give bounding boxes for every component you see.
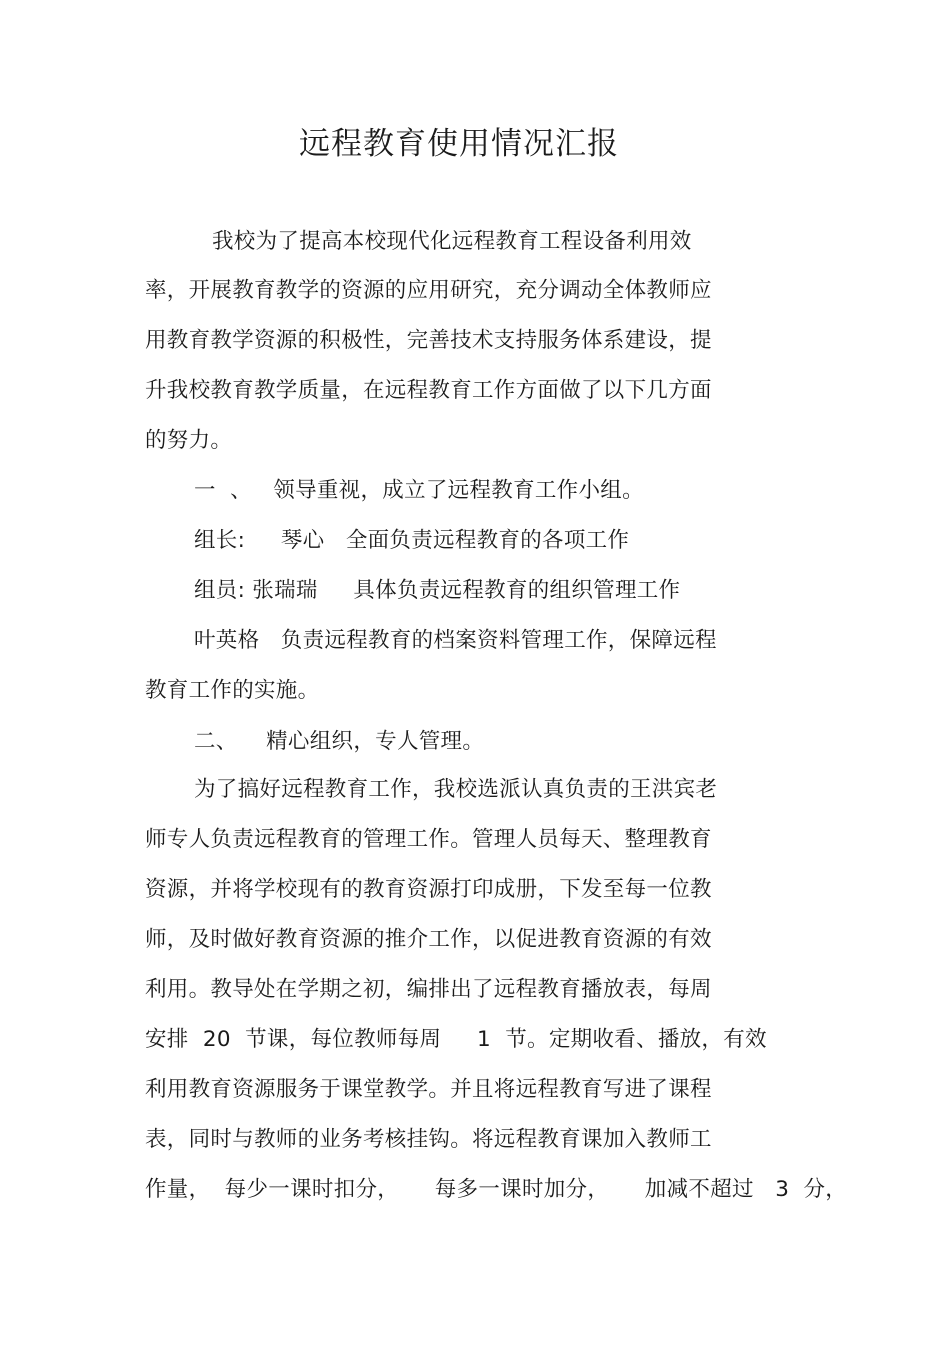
paragraph-line: 安排 20 节课，每位教师每周 1 节。定期收看、播放，有效 (145, 1027, 767, 1052)
group-member-line: 组员: 张瑞瑞 具体负责远程教育的组织管理工作 (194, 578, 681, 603)
paragraph-line: 用教育教学资源的积极性，完善技术支持服务体系建设，提 (145, 328, 712, 353)
paragraph-line: 升我校教育教学质量，在远程教育工作方面做了以下几方面 (145, 378, 712, 403)
paragraph-line: 的努力。 (145, 428, 233, 453)
paragraph-line: 率，开展教育教学的资源的应用研究，充分调动全体教师应 (145, 278, 712, 303)
group-member-line: 叶英格 负责远程教育的档案资料管理工作，保障远程 (194, 628, 717, 653)
document-title: 远程教育使用情况汇报 (299, 126, 619, 162)
paragraph-line: 我校为了提高本校现代化远程教育工程设备利用效 (212, 229, 692, 254)
paragraph-line: 利用教育资源服务于课堂教学。并且将远程教育写进了课程 (145, 1077, 712, 1102)
section-heading-2: 二、 精心组织，专人管理。 (194, 729, 485, 754)
paragraph-line: 教育工作的实施。 (145, 678, 320, 703)
group-leader-line: 组长: 琴心 全面负责远程教育的各项工作 (194, 528, 630, 553)
paragraph-line: 师专人负责远程教育的管理工作。管理人员每天、整理教育 (145, 827, 712, 852)
paragraph-line: 师，及时做好教育资源的推介工作，以促进教育资源的有效 (145, 927, 712, 952)
paragraph-line: 为了搞好远程教育工作，我校选派认真负责的王洪宾老 (194, 777, 718, 802)
paragraph-line: 利用。教导处在学期之初，编排出了远程教育播放表，每周 (145, 977, 712, 1002)
paragraph-line: 资源，并将学校现有的教育资源打印成册，下发至每一位教 (145, 877, 712, 902)
section-heading-1: 一 、 领导重视，成立了远程教育工作小组。 (194, 478, 644, 503)
paragraph-line: 作量， 每少一课时扣分， 每多一课时加分， 加减不超过 3 分， (145, 1177, 848, 1202)
paragraph-line: 表，同时与教师的业务考核挂钩。将远程教育课加入教师工 (145, 1127, 712, 1152)
